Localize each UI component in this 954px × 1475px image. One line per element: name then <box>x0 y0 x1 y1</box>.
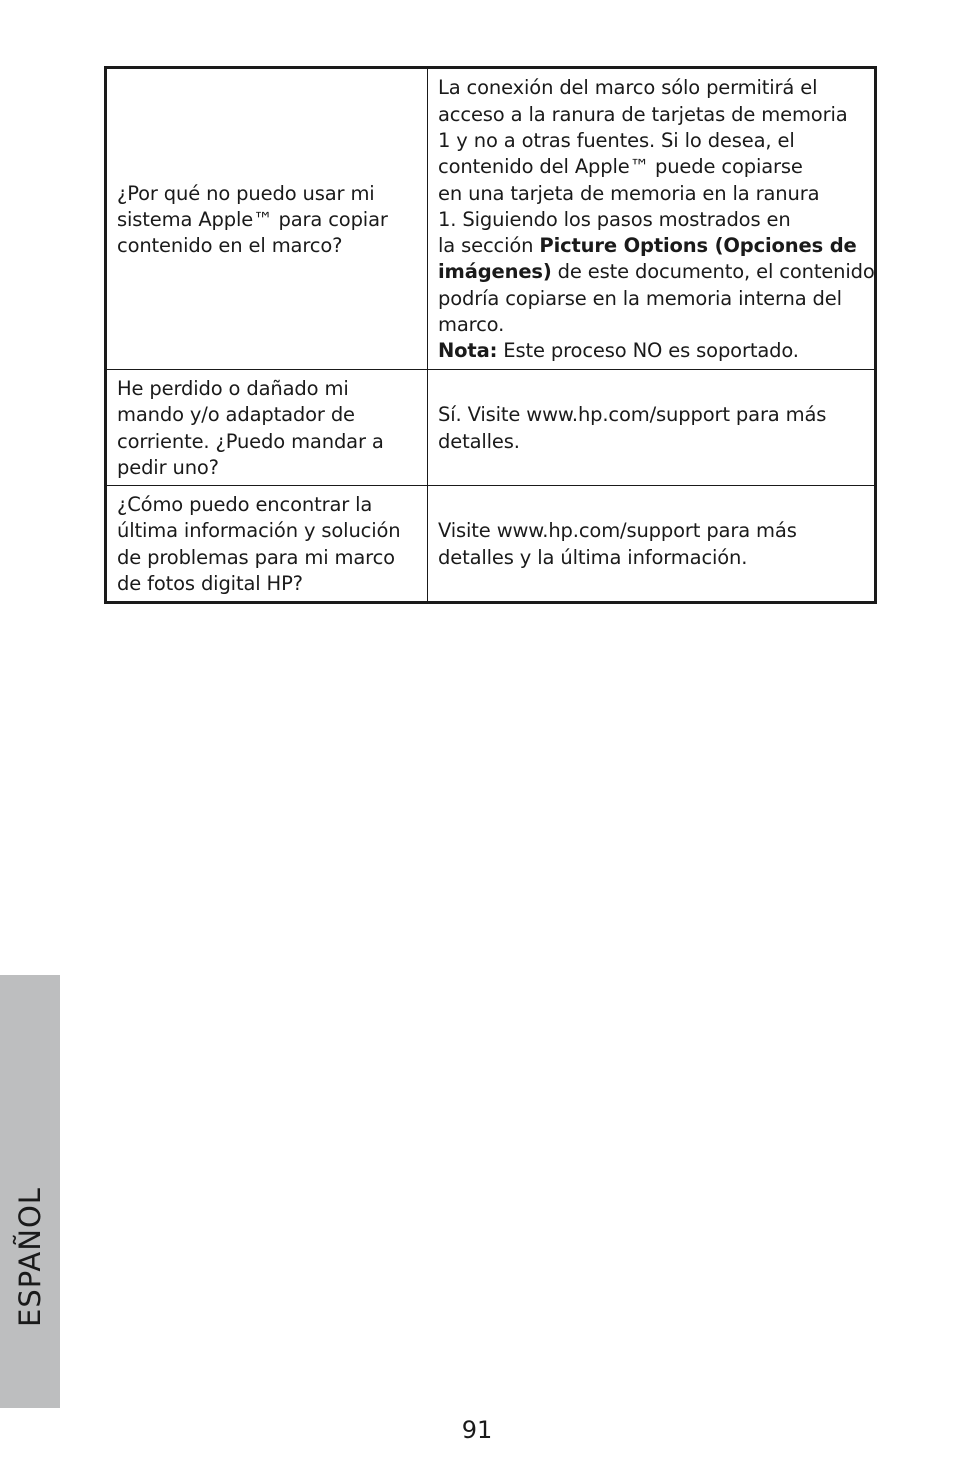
answer-cell <box>428 68 876 370</box>
question-cell <box>106 68 428 370</box>
section-reference: imágenes) <box>438 260 552 284</box>
answer-line: podría copiarse en la memoria interna del <box>438 286 842 310</box>
question-cell <box>106 486 428 603</box>
question-line: corriente. ¿Puedo mandar a <box>117 429 384 453</box>
answer-text: de este documento, el contenido <box>551 260 875 284</box>
page-number: 91 <box>461 1416 493 1444</box>
question-line: contenido en el marco? <box>117 234 343 258</box>
answer-line <box>438 259 875 285</box>
question-cell <box>106 370 428 486</box>
question-line: última información y solución <box>117 519 401 543</box>
table-row <box>106 370 876 486</box>
language-side-tab <box>0 975 60 1408</box>
language-label: ESPAÑOL <box>13 1187 47 1327</box>
question-line: He perdido o dañado mi <box>117 377 349 400</box>
answer-line: detalles y la última información. <box>438 545 748 569</box>
answer-line: 1 y no a otras fuentes. Si lo desea, el <box>438 128 795 152</box>
answer-line: marco. <box>438 313 505 337</box>
answer-cell <box>428 370 876 486</box>
question-line: mando y/o adaptador de <box>117 403 355 427</box>
note-text: Este proceso NO es soportado. <box>497 339 799 363</box>
note-label: Nota: <box>438 339 498 363</box>
question-line: sistema Apple™ para copiar <box>117 207 388 231</box>
answer-line: en una tarjeta de memoria en la ranura <box>438 181 820 205</box>
question-line: de fotos digital HP? <box>117 572 303 596</box>
answer-line: La conexión del marco sólo permitirá el <box>438 76 818 100</box>
answer-text: la sección <box>438 234 540 258</box>
table-row <box>106 68 876 370</box>
answer-line: 1. Siguiendo los pasos mostrados en <box>438 207 791 231</box>
question-line: ¿Cómo puedo encontrar la <box>117 493 373 517</box>
answer-line: Visite www.hp.com/support para más <box>438 519 797 543</box>
answer-line: detalles. <box>438 429 520 453</box>
note-line <box>438 338 866 364</box>
table-row <box>106 486 876 603</box>
faq-table <box>104 66 877 604</box>
question-line: ¿Por qué no puedo usar mi <box>117 181 375 205</box>
question-line: de problemas para mi marco <box>117 545 395 569</box>
answer-line: acceso a la ranura de tarjetas de memoria <box>438 102 848 126</box>
answer-line: Sí. Visite www.hp.com/support para más <box>438 403 827 427</box>
answer-line <box>438 233 866 259</box>
answer-line: contenido del Apple™ puede copiarse <box>438 155 803 179</box>
section-reference: Picture Options (Opciones de <box>539 234 857 258</box>
answer-cell <box>428 486 876 603</box>
question-line: pedir uno? <box>117 455 219 479</box>
